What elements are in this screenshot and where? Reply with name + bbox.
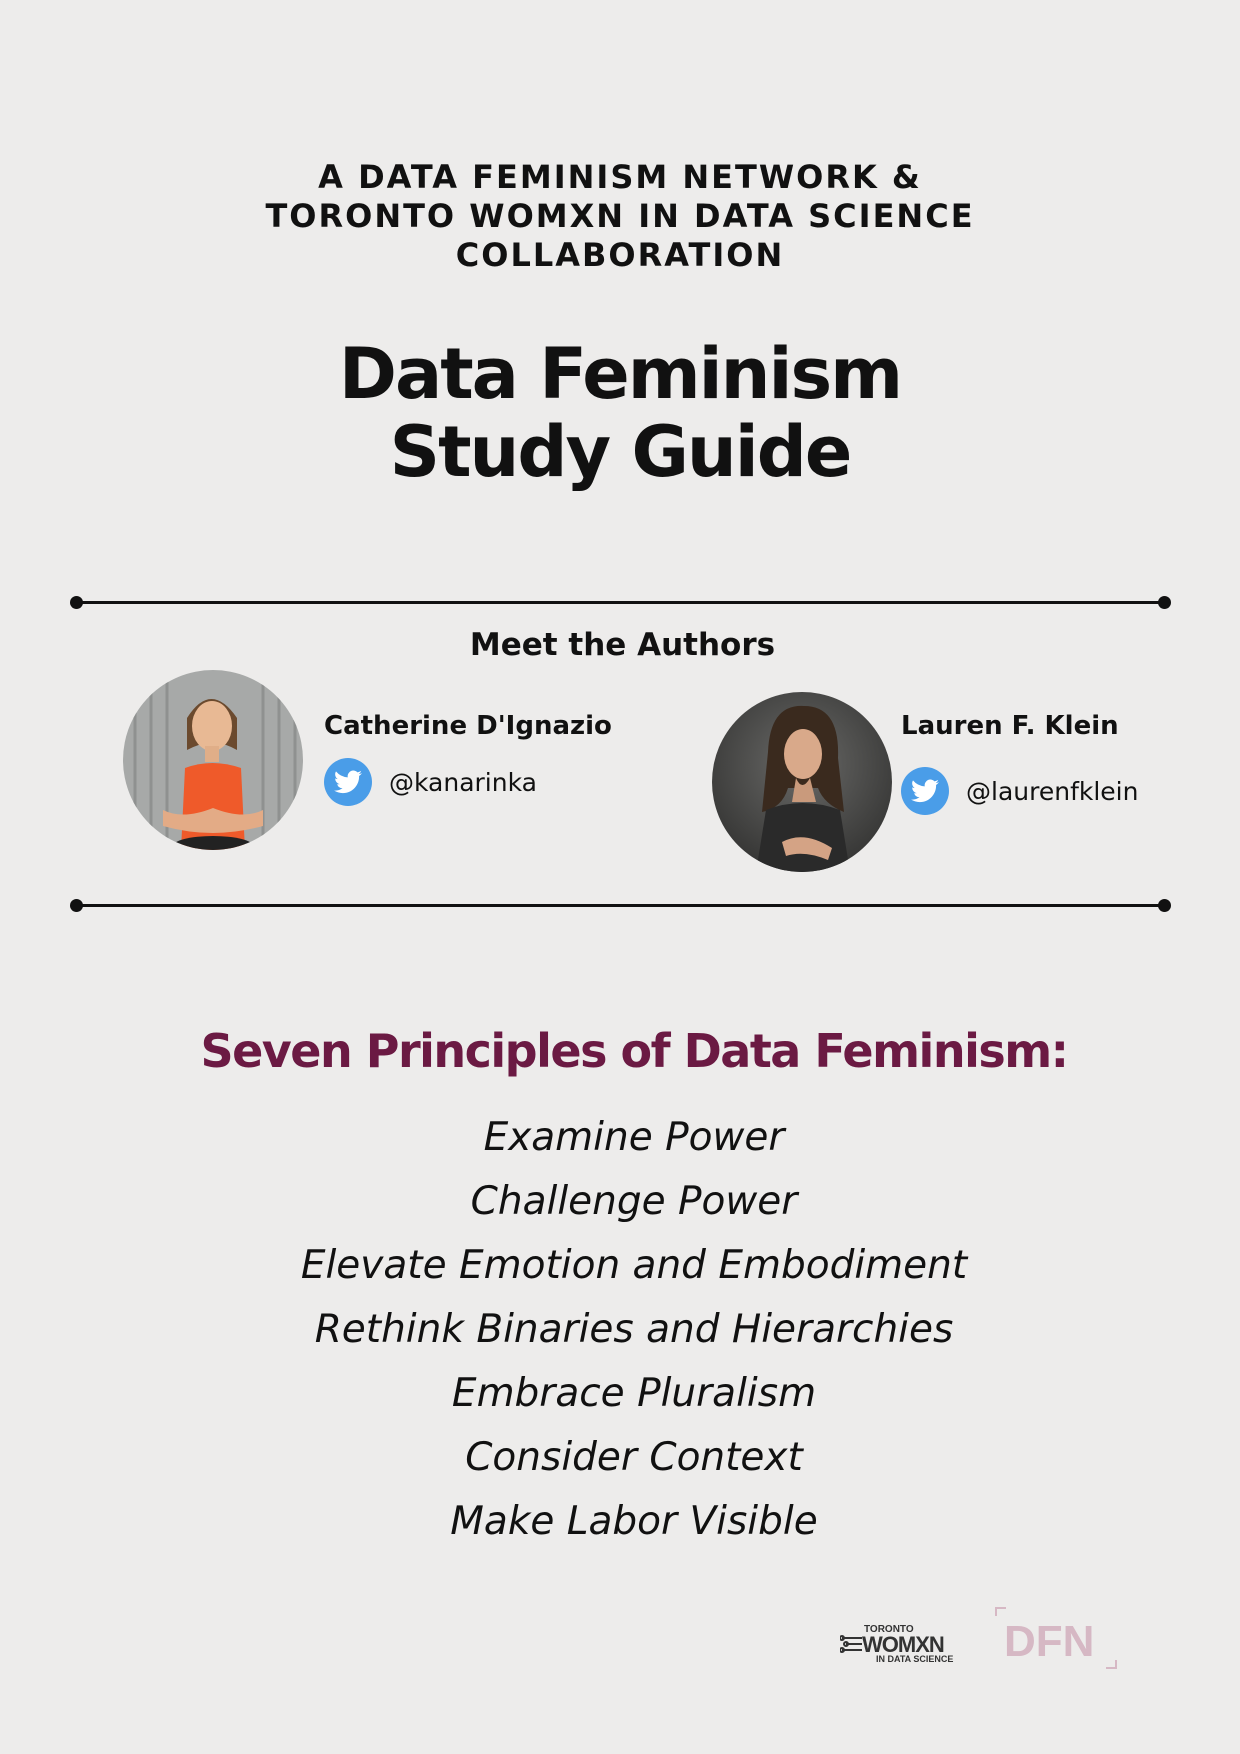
principle-item: Consider Context (465, 1435, 803, 1480)
author-photo-catherine (123, 670, 303, 850)
principles-heading: Seven Principles of Data Feminism: (200, 1024, 1068, 1078)
twids-logo (840, 1624, 953, 1664)
twids-logo-line3: IN DATA SCIENCE (876, 1654, 954, 1664)
principle-item: Embrace Pluralism (451, 1371, 817, 1416)
author-name-catherine: Catherine D'Ignazio (324, 711, 612, 741)
page-title (0, 335, 1240, 491)
twitter-link-catherine[interactable] (324, 758, 537, 806)
divider-top (76, 601, 1165, 604)
footer-logos (840, 1600, 1120, 1680)
dfn-logo (996, 1608, 1116, 1668)
authors-heading: Meet the Authors (469, 627, 776, 663)
principle-item: Rethink Binaries and Hierarchies (314, 1307, 954, 1352)
principle-item: Challenge Power (470, 1179, 798, 1224)
twitter-link-lauren[interactable] (901, 767, 1138, 815)
title-line-1: Data Feminism (338, 333, 902, 415)
collaboration-subtitle (0, 158, 1240, 275)
principle-item: Elevate Emotion and Embodiment (300, 1243, 968, 1288)
author-name-lauren: Lauren F. Klein (901, 711, 1119, 741)
dfn-logo-text: DFN (1004, 1617, 1095, 1666)
twitter-icon (901, 767, 949, 815)
principle-item: Make Labor Visible (450, 1499, 818, 1544)
twids-logo-line1: TORONTO (864, 1624, 914, 1635)
subtitle-line-3: COLLABORATION (455, 236, 785, 274)
author-photo-lauren (712, 692, 892, 872)
divider-bottom (76, 904, 1165, 907)
subtitle-line-2: TORONTO WOMXN IN DATA SCIENCE (265, 197, 975, 235)
twitter-handle-catherine: @kanarinka (389, 767, 537, 797)
twids-logo-line2: WOMXN (862, 1632, 944, 1657)
principle-item: Examine Power (483, 1115, 785, 1160)
principles-list (0, 1106, 1240, 1554)
subtitle-line-1: A DATA FEMINISM NETWORK & (318, 158, 922, 196)
twitter-icon (324, 758, 372, 806)
twitter-handle-lauren: @laurenfklein (966, 776, 1139, 806)
title-line-2: Study Guide (389, 411, 851, 493)
